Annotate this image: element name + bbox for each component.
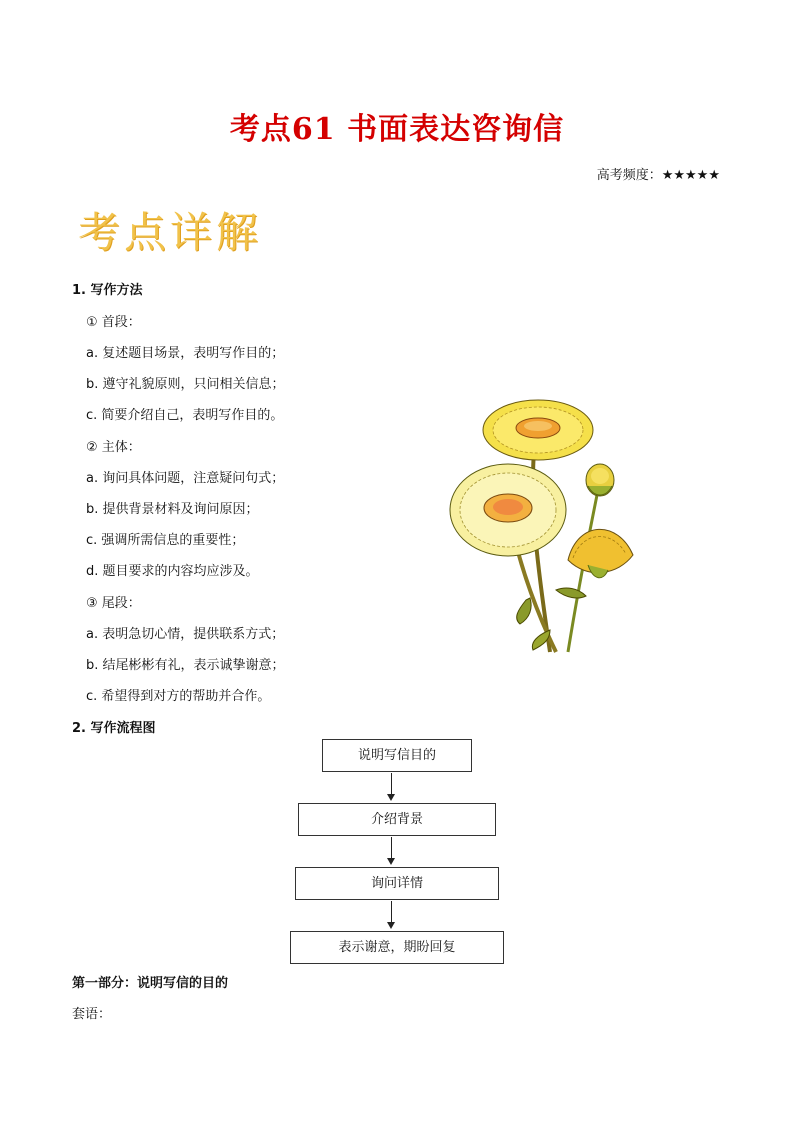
list-item: b. 提供背景材料及询问原因； xyxy=(86,502,259,517)
list-item: c. 简要介绍自己，表明写作目的。 xyxy=(86,408,284,423)
flow-step: 询问详情 xyxy=(295,867,499,900)
list-item: b. 遵守礼貌原则，只问相关信息； xyxy=(86,377,285,392)
set-phrases-label: 套语： xyxy=(72,1007,112,1022)
section-heading: 2. 写作流程图 xyxy=(72,721,156,736)
section-banner: 考点详解 xyxy=(78,208,263,257)
flow-arrow xyxy=(391,901,392,927)
group-label: ② 主体： xyxy=(86,440,141,455)
group-label: ③ 尾段： xyxy=(86,596,141,611)
section-heading: 1. 写作方法 xyxy=(72,283,143,298)
page-title: 考点61 书面表达咨询信 xyxy=(229,112,565,147)
part-heading: 第一部分：说明写信的目的 xyxy=(72,976,229,991)
frequency-stars: ★★★★★ xyxy=(661,168,720,183)
flower-illustration xyxy=(438,390,638,655)
list-item: c. 强调所需信息的重要性； xyxy=(86,533,245,548)
flow-step: 介绍背景 xyxy=(298,803,496,836)
list-item: a. 表明急切心情，提供联系方式； xyxy=(86,627,285,642)
flow-step: 表示谢意，期盼回复 xyxy=(290,931,504,964)
list-item: a. 复述题目场景，表明写作目的； xyxy=(86,346,285,361)
list-item: d. 题目要求的内容均应涉及。 xyxy=(86,564,259,579)
exam-frequency xyxy=(597,164,720,183)
list-item: b. 结尾彬彬有礼，表示诚挚谢意； xyxy=(86,658,285,673)
flow-arrow xyxy=(391,773,392,799)
flow-step: 说明写信目的 xyxy=(322,739,472,772)
frequency-label: 高考频度： xyxy=(596,168,662,183)
list-item: c. 希望得到对方的帮助并合作。 xyxy=(86,689,271,704)
flow-arrow xyxy=(391,837,392,863)
group-label: ① 首段： xyxy=(86,315,141,330)
list-item: a. 询问具体问题，注意疑问句式； xyxy=(86,471,285,486)
